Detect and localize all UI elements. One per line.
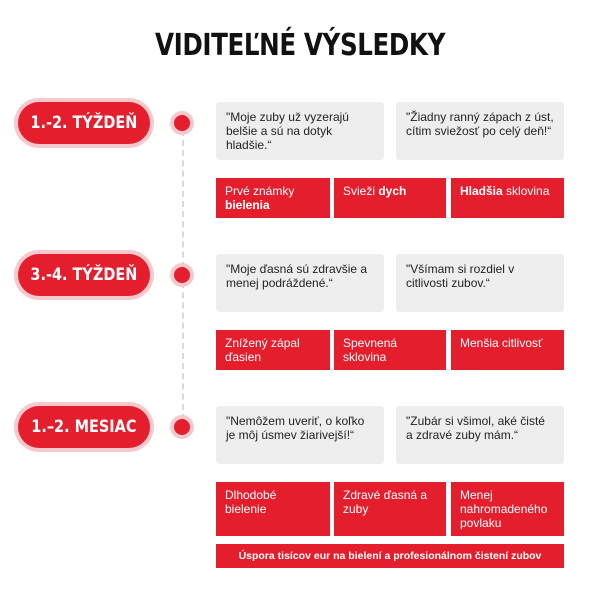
benefit-text: Svieži: [343, 184, 379, 198]
benefit-tag: Menšia citlivosť: [451, 330, 564, 370]
stage-label-text: 3.-4. TÝŽDEŇ: [30, 265, 138, 285]
benefit-text: Prvé známky: [225, 184, 295, 198]
benefit-tag: [334, 178, 446, 218]
stage-label-text: 1.–2. MESIAC: [31, 417, 137, 437]
benefit-tag: Menej nahromadeného povlaku: [451, 482, 564, 536]
benefit-tag: [451, 178, 564, 218]
stage-label-week-3-4: [18, 254, 150, 296]
timeline-dot: [174, 419, 190, 435]
testimonial-quote: "Moje zuby už vyzerajú belšie a sú na dotyk hladšie.“: [216, 102, 384, 160]
benefit-tag: Znížený zápal ďasien: [216, 330, 330, 370]
benefit-text: sklovina: [502, 184, 550, 198]
benefit-tag: Zdravé ďasná a zuby: [334, 482, 446, 536]
benefit-bold-text: bielenia: [225, 198, 270, 212]
testimonial-quote: "Žiadny ranný zápach z úst, cítim sviežosť po celý deň!“: [396, 102, 564, 160]
stage-label-text: 1.-2. TÝŽDEŇ: [30, 113, 138, 133]
savings-banner: Úspora tisícov eur na bielení a profesionálnom čistení zubov: [216, 544, 564, 568]
testimonial-quote: "Všímam si rozdiel v citlivosti zubov.“: [396, 254, 564, 312]
benefit-bold-text: dych: [378, 184, 407, 198]
stage-label-month-1-2: [18, 406, 150, 448]
stage-label-week-1-2: [18, 102, 150, 144]
benefit-tag: Dlhodobé bielenie: [216, 482, 330, 536]
testimonial-quote: "Zubár si všimol, aké čisté a zdravé zuby mám.“: [396, 406, 564, 464]
timeline-dot: [174, 115, 190, 131]
benefit-tag: [216, 178, 330, 218]
benefit-tag: Spevnená sklovina: [334, 330, 446, 370]
timeline-dot: [174, 267, 190, 283]
testimonial-quote: "Moje ďasná sú zdravšie a menej podráždené.“: [216, 254, 384, 312]
testimonial-quote: "Nemôžem uveriť, o koľko je môj úsmev žiarivejší!“: [216, 406, 384, 464]
benefit-bold-text: Hladšia: [460, 184, 503, 198]
page-title: VIDITEĽNÉ VÝSLEDKY: [155, 28, 445, 63]
